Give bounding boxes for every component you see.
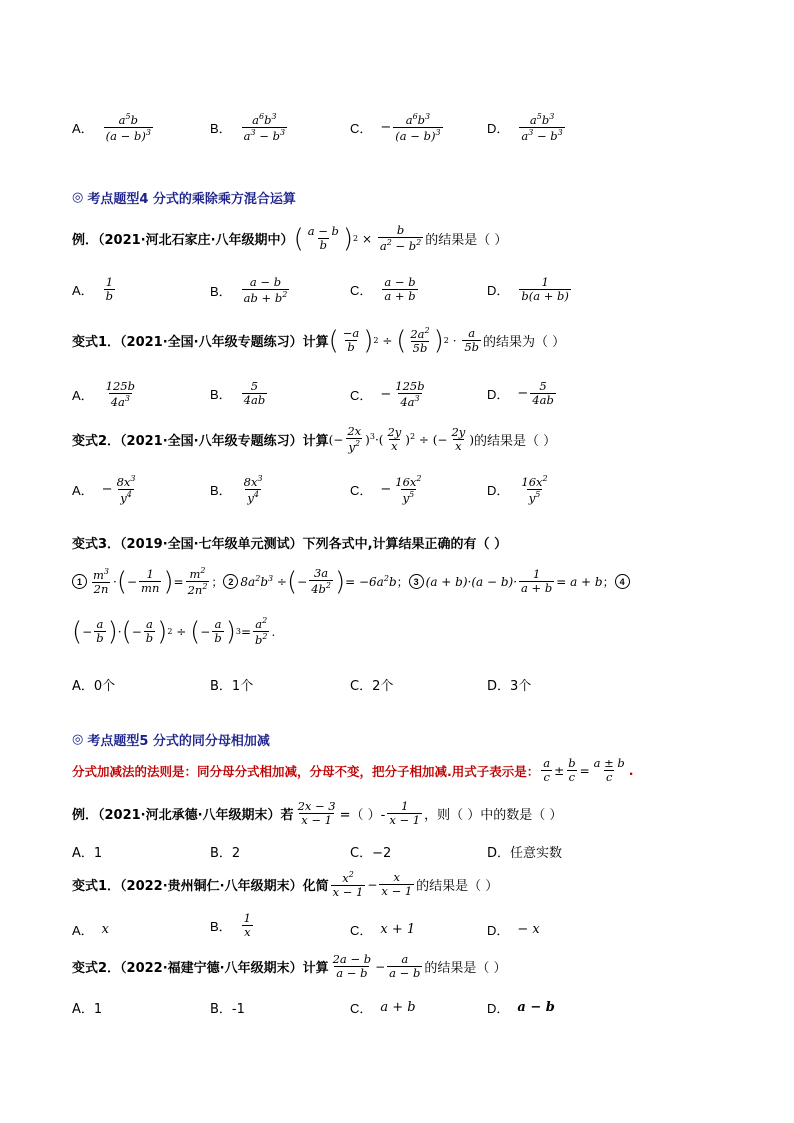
question-suffix: 的结果是（ ） bbox=[416, 879, 499, 895]
question-suffix: 的结果是（ ） bbox=[474, 434, 557, 450]
section-title: 考点题型5 分式的同分母相加减 bbox=[87, 734, 270, 749]
option-label: A． bbox=[72, 483, 94, 499]
question-source: 变式1．（2022·贵州铜仁·八年级期末）化简 bbox=[72, 879, 329, 895]
option-c-text: C．−2 bbox=[350, 846, 392, 861]
section-heading-4 bbox=[72, 188, 296, 207]
option-label: B． bbox=[210, 387, 232, 403]
option-d: D． 1 b(a + b) bbox=[487, 275, 569, 304]
option-label: B． bbox=[210, 121, 232, 137]
option-d bbox=[487, 112, 567, 143]
question-suffix: 的结果为（ ） bbox=[483, 335, 566, 351]
question-suffix: ，则（ ）中的数是（ ） bbox=[424, 808, 563, 824]
fraction: $a^5b$ $(a - b)^3$ bbox=[105, 112, 151, 143]
option-b bbox=[210, 998, 245, 1017]
option-label: C． bbox=[350, 1001, 373, 1016]
option-d: D． $16x^2$ $y^5$ bbox=[487, 474, 548, 505]
bullet-icon: ◎ bbox=[72, 190, 84, 205]
statement-list: 1 $m^3$ 2n · ( − $\frac{1}{mn}$ ) = $\frac{m^2}{2n^2}$ ； 2 $8a^2b^3$ ÷ ( − $\frac{3a}{4b^2}$ ) = $-6a^2b$ ； 3 (a + b)·(a − b)· $\frac{1}{a + b}$ = a + b ； 4 bbox=[72, 566, 754, 597]
bullet-icon: ◎ bbox=[72, 732, 84, 747]
option-a bbox=[72, 675, 115, 694]
option-label: D． bbox=[487, 923, 510, 938]
option-c: C． − $\frac{a^6b^3}{(a - b)^3}$ bbox=[350, 112, 441, 143]
option-a bbox=[72, 842, 102, 861]
option-c bbox=[350, 842, 391, 861]
option-d: D． a − b bbox=[487, 1000, 555, 1016]
option-label: B． bbox=[210, 284, 232, 300]
rule-text: 分式加减法的法则是：同分母分式相加减，分母不变，把分子相加减.用式子表示是： bbox=[72, 763, 540, 779]
question-variation-5-1: 变式1．（2022·贵州铜仁·八年级期末）化简 $x^2$ x − 1 − $\frac{x}{x - 1}$ 的结果是（ ） bbox=[72, 869, 499, 900]
question-variation-5-2: 变式2．（2022·福建宁德·八年级期末）计算 2a − b a − b − $\frac{a}{a - b}$ 的结果是（ ） bbox=[72, 952, 507, 981]
option-label: A． bbox=[72, 283, 94, 299]
option-label: A． bbox=[72, 388, 94, 404]
option-label: B． bbox=[210, 919, 232, 935]
option-c: C． x + 1 bbox=[350, 922, 416, 938]
question-example-4: 例．（2021·河北石家庄·八年级期中） ( a − b b ) 2 × $\frac{b}{a^2 - b^2}$ 的结果是（ ） bbox=[72, 223, 508, 254]
question-suffix: 的结果是（ ） bbox=[425, 233, 508, 249]
question-source: 变式2．（2021·全国·八年级专题练习）计算 bbox=[72, 434, 329, 450]
option-b bbox=[210, 675, 253, 694]
option-label: C． bbox=[350, 483, 373, 499]
option-b-text: B．2 bbox=[210, 846, 241, 861]
option-b: B． $8x^3$ $y^4$ bbox=[210, 474, 263, 505]
fraction: $a^6b^3$ $a^3 - b^3$ bbox=[243, 112, 286, 143]
question-example-5: 例．（2021·河北承德·八年级期末）若 $\frac{2x - 3}{x - 1}$ =（ ）- 1 x − 1 ，则（ ）中的数是（ ） bbox=[72, 799, 563, 828]
option-label: D． bbox=[487, 121, 510, 137]
question-source: 变式2．（2022·福建宁德·八年级期末）计算 bbox=[72, 961, 329, 977]
option-a-text: A．1 bbox=[72, 846, 103, 861]
option-label: D． bbox=[487, 387, 510, 403]
option-a: A． − $\frac{8x^3}{y^4}$ bbox=[72, 474, 136, 505]
option-label: B． bbox=[210, 483, 232, 499]
question-source: 例．（2021·河北承德·八年级期末）若 bbox=[72, 808, 294, 824]
option-b: B． a − b ab + $b^2$ bbox=[210, 275, 288, 306]
option-a-text: A．1 bbox=[72, 1002, 103, 1017]
option-b-text: B．-1 bbox=[210, 1002, 245, 1017]
option-a: A． 125b $4a^3$ bbox=[72, 379, 135, 410]
option-c-text: C．2个 bbox=[350, 679, 394, 694]
option-c: C． − $\frac{125b}{4a^3}$ bbox=[350, 379, 425, 410]
option-b: B． 5 4ab bbox=[210, 379, 266, 408]
question-text: 变式3．（2019·全国·七年级单元测试）下列各式中,计算结果正确的有（ ） bbox=[72, 537, 508, 552]
option-c: C． a − b a + b bbox=[350, 275, 416, 304]
option-label: A． bbox=[72, 121, 94, 137]
option-d bbox=[487, 675, 531, 694]
option-a bbox=[72, 998, 102, 1017]
statement-4-continued: ( − $\frac{a}{b}$ ) · ( − $\frac{a}{b}$ ) 2 ÷ ( − $\frac{a}{b}$ ) 3 = $\frac{a^2}{b^2}$ . bbox=[72, 616, 276, 647]
option-d bbox=[487, 842, 562, 861]
question-suffix: 的结果是（ ） bbox=[424, 961, 507, 977]
question-variation-2: 变式2．（2021·全国·八年级专题练习）计算 (− $\frac{2x}{y^2}$ )$^3$·( 2y x )$^2$ ÷ (− $\frac{2y}{x}$ ) 的结果是（ ） bbox=[72, 424, 557, 455]
fraction: $a^5b^3$ $a^3 - b^3$ bbox=[521, 112, 563, 143]
question-variation-1: 变式1．（2021·全国·八年级专题练习）计算 ( −a b ) 2 ÷ ( $2a^2$ 5b ) 2 · a 5b 的结果为（ ） bbox=[72, 325, 566, 356]
option-label: A． bbox=[72, 923, 94, 938]
option-label: C． bbox=[350, 923, 373, 938]
option-label: D． bbox=[487, 1001, 510, 1016]
fraction: $\frac{a^6b^3}{(a - b)^3}$ bbox=[395, 112, 441, 143]
option-b bbox=[210, 112, 289, 143]
option-a: A． x bbox=[72, 922, 110, 938]
option-a: A． 1 b bbox=[72, 275, 114, 304]
option-d-text: D．任意实数 bbox=[487, 846, 563, 861]
option-label: C． bbox=[350, 283, 373, 299]
question-mid: =（ ）- bbox=[339, 808, 386, 824]
rule-statement: 分式加减法的法则是：同分母分式相加减，分母不变，把分子相加减.用式子表示是： a c ± $\frac{b}{c}$ = $\frac{a \pm b}{c}$ . bbox=[72, 756, 634, 785]
option-label: C． bbox=[350, 388, 373, 404]
question-variation-3 bbox=[72, 533, 754, 552]
question-source: 例．（2021·河北石家庄·八年级期中） bbox=[72, 233, 294, 249]
option-a-text: A．0个 bbox=[72, 679, 116, 694]
option-label: C． bbox=[350, 121, 373, 137]
option-a bbox=[72, 112, 155, 143]
option-b bbox=[210, 842, 240, 861]
option-c: C． − $\frac{16x^2}{y^5}$ bbox=[350, 474, 422, 505]
section-heading-5 bbox=[72, 730, 270, 749]
option-b-text: B．1个 bbox=[210, 679, 254, 694]
section-title: 考点题型4 分式的乘除乘方混合运算 bbox=[87, 192, 296, 207]
option-c bbox=[350, 675, 393, 694]
option-d-text: D．3个 bbox=[487, 679, 532, 694]
option-c: C． a + b bbox=[350, 1000, 416, 1016]
question-source: 变式1．（2021·全国·八年级专题练习）计算 bbox=[72, 335, 329, 351]
option-d: D． − x bbox=[487, 922, 540, 938]
option-b: B． 1 x bbox=[210, 911, 251, 940]
option-label: D． bbox=[487, 283, 510, 299]
option-label: D． bbox=[487, 483, 510, 499]
option-d: D． − $\frac{5}{4ab}$ bbox=[487, 379, 554, 408]
